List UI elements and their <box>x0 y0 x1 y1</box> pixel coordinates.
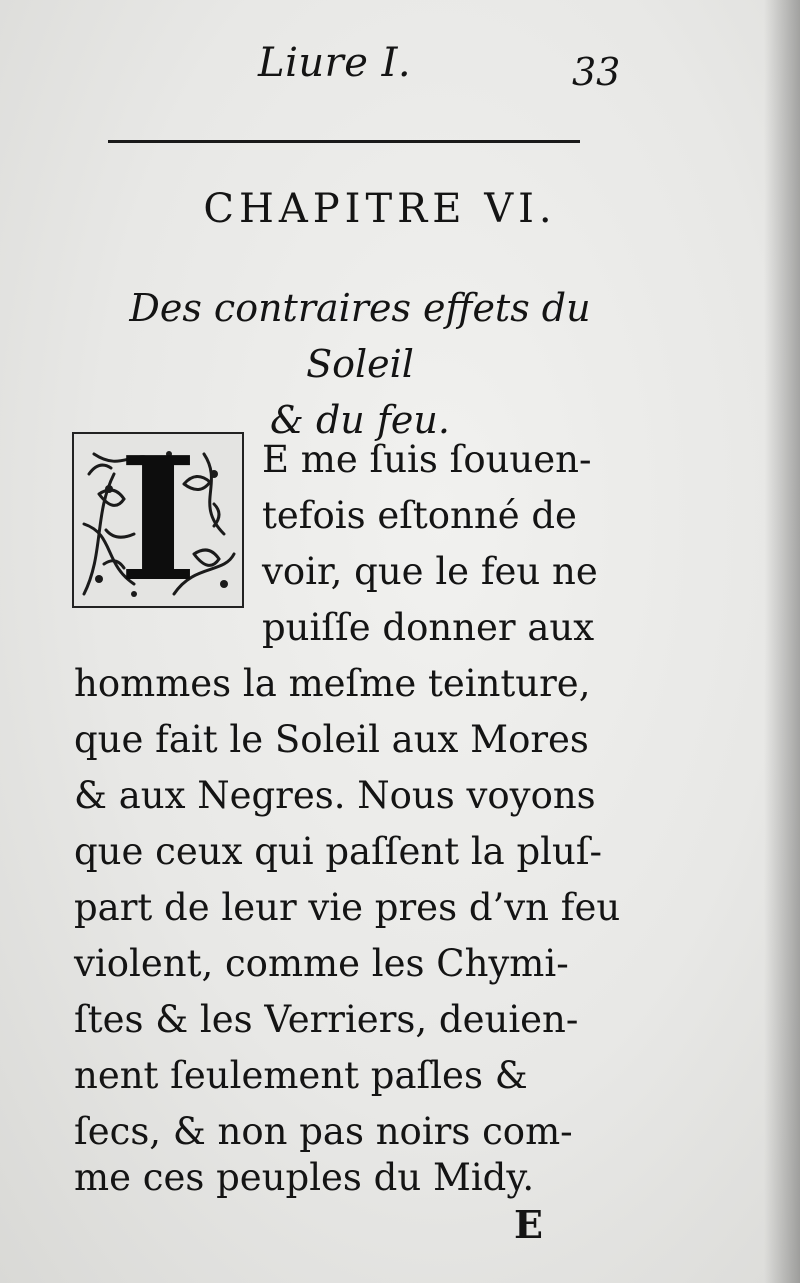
running-title: Liure I. <box>258 40 412 86</box>
text-line: que ceux qui paſſent la pluſ- <box>74 830 603 873</box>
text-line: nent ſeulement paſles & <box>74 1054 528 1097</box>
drop-cap-ornament <box>72 432 244 608</box>
catchword: E <box>514 1202 543 1247</box>
header-rule <box>108 140 580 143</box>
text-line: & aux Negres. Nous voyons <box>74 774 596 817</box>
text-line: voir, que le feu ne <box>262 550 598 593</box>
text-line: puiſſe donner aux <box>262 606 595 649</box>
text-line: tefois eſtonné de <box>262 494 577 537</box>
text-line: que fait le Soleil aux Mores <box>74 718 589 761</box>
drop-cap-letter: I <box>118 432 198 608</box>
text-line: me ces peuples du Midy. <box>74 1156 535 1199</box>
text-line: ſtes & les Verriers, deuien- <box>74 998 579 1041</box>
running-header <box>0 40 800 100</box>
text-line: hommes la meſme teinture, <box>74 662 591 705</box>
chapter-heading: CHAPITRE VI. <box>203 186 557 232</box>
text-line: part de leur vie pres d’vn feu <box>74 886 621 929</box>
text-line: E me ſuis ſouuen- <box>262 438 592 481</box>
page-number: 33 <box>572 50 621 94</box>
text-line: violent, comme les Chymi- <box>74 942 569 985</box>
chapter-subtitle-line-1: Des contraires effets du Soleil <box>129 286 591 386</box>
chapter-subtitle-line-2: & du feu. <box>270 398 450 442</box>
text-line: ſecs, & non pas noirs com- <box>74 1110 573 1153</box>
chapter-subtitle <box>70 280 650 448</box>
